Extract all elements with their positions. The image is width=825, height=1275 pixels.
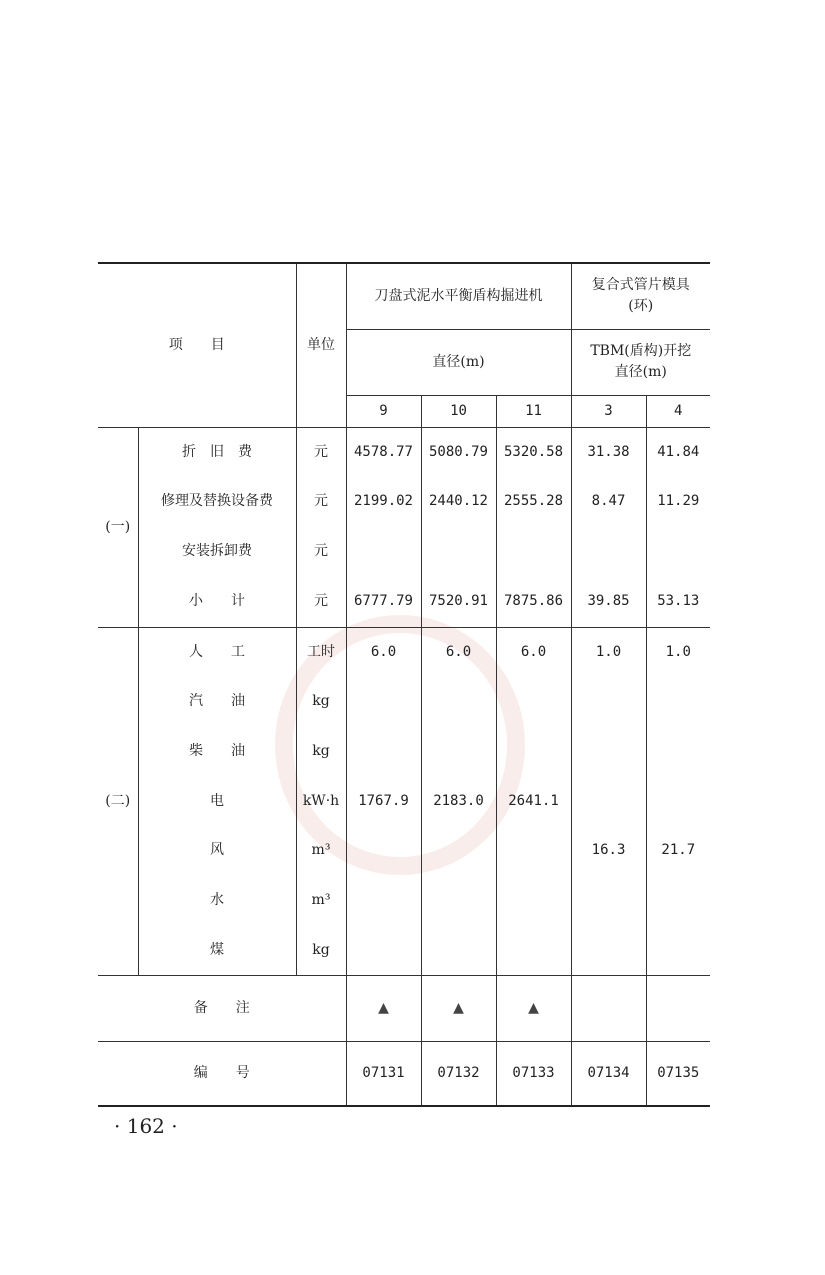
remark-3: [571, 976, 646, 1042]
value-cell: 31.38: [587, 443, 630, 460]
value-cell: [647, 926, 711, 976]
diameter-10: 10: [421, 395, 496, 427]
value-cell: [347, 826, 421, 876]
value-cell: [497, 826, 571, 876]
header-item: 项 目: [98, 263, 296, 427]
code-07131: 07131: [346, 1042, 421, 1106]
value-cell: [422, 876, 496, 926]
codes-label: 编 号: [98, 1042, 346, 1106]
value-cell: 2183.0: [433, 792, 484, 809]
remark-9: ▲: [346, 976, 421, 1042]
value-cell: [422, 677, 496, 727]
item-gasoline: 汽 油: [189, 693, 245, 710]
unit: m³: [311, 891, 331, 908]
item-repair: 修理及替换设备费: [161, 493, 273, 510]
code-07134: 07134: [571, 1042, 646, 1106]
value-cell: [572, 727, 646, 777]
value-cell: 1.0: [595, 643, 622, 660]
header-group2-title: 复合式管片模具(环): [571, 263, 710, 329]
section1-label: (一): [98, 427, 138, 627]
value-cell: 6.0: [520, 643, 547, 660]
header-group1-sub: 直径(m): [346, 329, 571, 395]
value-cell: 8.47: [591, 493, 626, 510]
item-diesel: 柴 油: [189, 742, 245, 759]
remarks-label: 备 注: [98, 976, 346, 1042]
unit: 元: [314, 592, 328, 609]
value-cell: 6777.79: [353, 592, 413, 609]
item-electricity: 电: [210, 792, 224, 809]
value-cell: [647, 876, 711, 926]
header-group2-sub: TBM(盾构)开挖直径(m): [571, 329, 710, 395]
section1-col-3: [571, 427, 646, 627]
value-cell: 2199.02: [353, 493, 413, 510]
remark-4: [646, 976, 710, 1042]
section2-col-11: [496, 627, 571, 976]
value-cell: [347, 677, 421, 727]
value-cell: [497, 527, 571, 577]
section2-units: [296, 627, 346, 976]
item-install: 安装拆卸费: [182, 543, 252, 559]
value-cell: [422, 727, 496, 777]
machine-cost-table: [98, 262, 710, 1107]
diameter-9: 9: [346, 395, 421, 427]
section2-items: [138, 627, 296, 976]
value-cell: [572, 527, 646, 577]
value-cell: [572, 677, 646, 727]
unit: 元: [314, 493, 328, 510]
unit: 工时: [307, 643, 335, 660]
diameter-11: 11: [496, 395, 571, 427]
value-cell: 6.0: [445, 643, 472, 660]
value-cell: 5080.79: [428, 443, 488, 460]
value-cell: [497, 876, 571, 926]
item-depreciation: 折 旧 费: [182, 443, 252, 460]
value-cell: 2641.1: [508, 792, 559, 809]
value-cell: 6.0: [370, 643, 397, 660]
section2-col-3: [571, 627, 646, 976]
page-number: · 162 ·: [114, 1114, 178, 1138]
unit: kg: [312, 941, 330, 958]
code-07133: 07133: [496, 1042, 571, 1106]
value-cell: [347, 727, 421, 777]
code-07135: 07135: [646, 1042, 710, 1106]
value-cell: [572, 777, 646, 827]
unit: kg: [312, 693, 330, 710]
section1-col-10: [421, 427, 496, 627]
value-cell: 16.3: [591, 842, 626, 859]
section2-col-9: [346, 627, 421, 976]
section2-col-4: [646, 627, 710, 976]
value-cell: [347, 527, 421, 577]
value-cell: 7520.91: [428, 592, 488, 609]
value-cell: 4578.77: [353, 443, 413, 460]
item-air: 风: [210, 842, 224, 859]
value-cell: [422, 527, 496, 577]
section1-col-11: [496, 427, 571, 627]
value-cell: [497, 677, 571, 727]
value-cell: [647, 777, 711, 827]
value-cell: 21.7: [661, 842, 696, 859]
value-cell: [647, 527, 711, 577]
value-cell: [647, 677, 711, 727]
header-group1-title: 刀盘式泥水平衡盾构掘进机: [346, 263, 571, 329]
value-cell: [422, 826, 496, 876]
item-labor: 人 工: [189, 643, 245, 660]
diameter-4: 4: [646, 395, 710, 427]
value-cell: 7875.86: [504, 592, 564, 609]
value-cell: [572, 926, 646, 976]
value-cell: 1767.9: [358, 792, 409, 809]
value-cell: [347, 926, 421, 976]
value-cell: 2555.28: [504, 493, 564, 510]
unit: kg: [312, 742, 330, 759]
remark-11: ▲: [496, 976, 571, 1042]
unit: 元: [314, 443, 328, 460]
value-cell: 53.13: [657, 592, 700, 609]
section2-label: (二): [98, 627, 138, 976]
value-cell: 11.29: [657, 493, 700, 510]
value-cell: 1.0: [665, 643, 691, 660]
value-cell: [497, 727, 571, 777]
value-cell: 5320.58: [504, 443, 564, 460]
value-cell: 39.85: [587, 592, 630, 609]
item-coal: 煤: [210, 941, 224, 958]
value-cell: [497, 926, 571, 976]
unit: m³: [311, 842, 331, 859]
unit: kW·h: [302, 792, 340, 809]
section1-items: [138, 427, 296, 627]
code-07132: 07132: [421, 1042, 496, 1106]
value-cell: [572, 876, 646, 926]
item-subtotal: 小 计: [189, 592, 245, 609]
value-cell: 2440.12: [428, 493, 488, 510]
unit: 元: [314, 543, 328, 559]
remark-10: ▲: [421, 976, 496, 1042]
value-cell: [647, 727, 711, 777]
value-cell: [347, 876, 421, 926]
section1-col-4: [646, 427, 710, 627]
section1-col-9: [346, 427, 421, 627]
header-unit: 单位: [296, 263, 346, 427]
value-cell: 41.84: [657, 443, 700, 460]
section2-col-10: [421, 627, 496, 976]
section1-units: [296, 427, 346, 627]
item-water: 水: [210, 891, 224, 908]
diameter-3: 3: [571, 395, 646, 427]
value-cell: [422, 926, 496, 976]
